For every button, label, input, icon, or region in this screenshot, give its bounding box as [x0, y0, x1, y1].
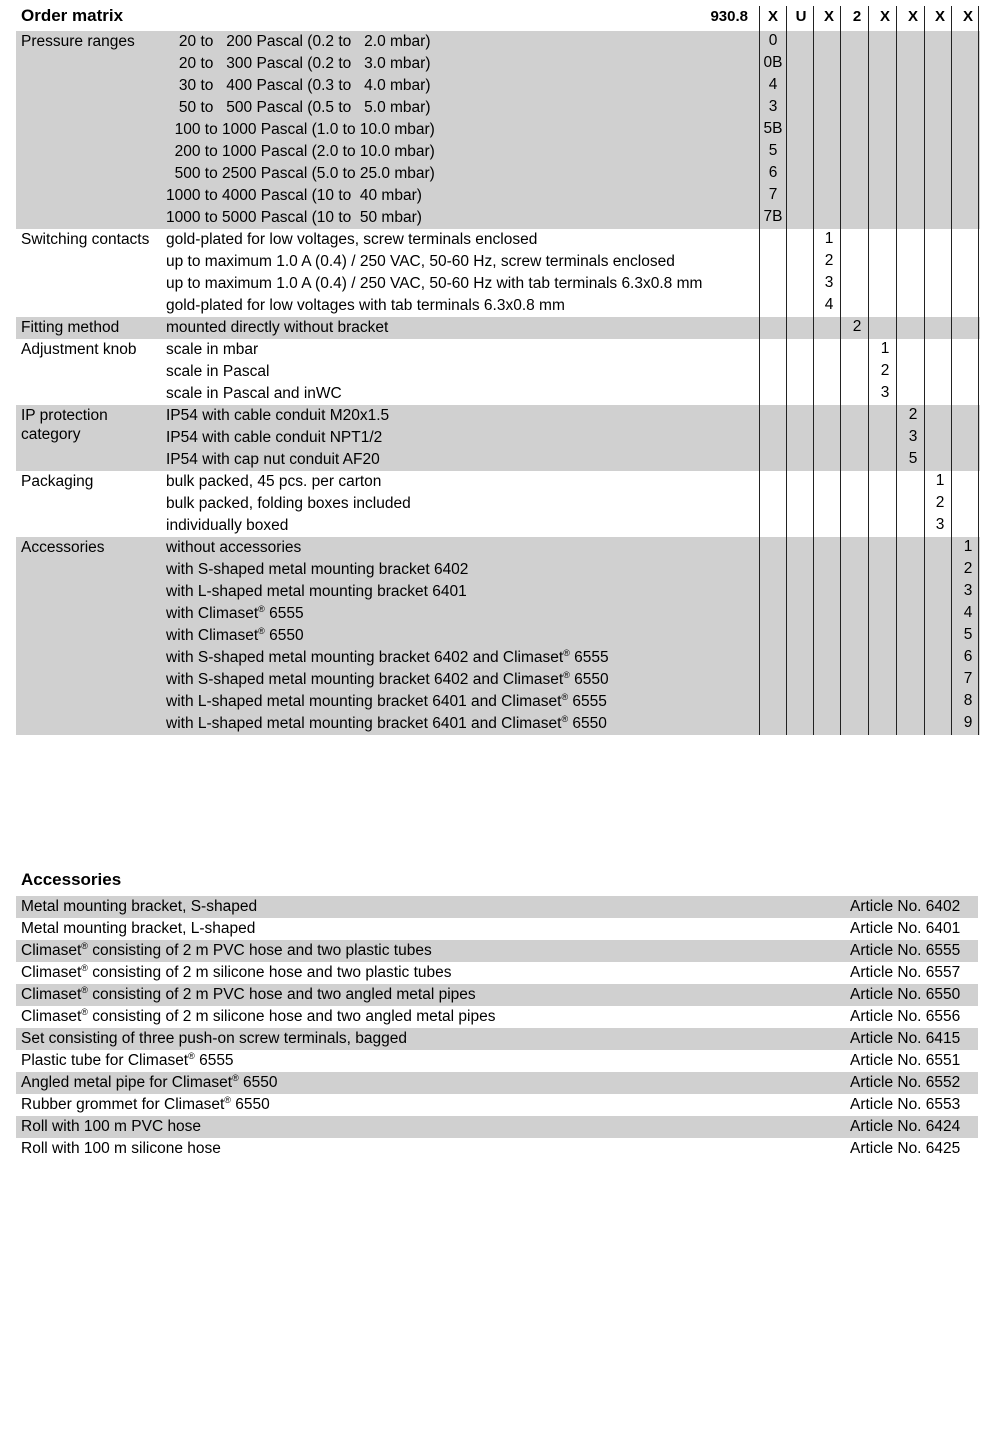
column-divider	[896, 6, 897, 735]
article-number: Article No. 6401	[850, 920, 961, 937]
option-code: 3	[963, 582, 973, 599]
accessory-row	[16, 962, 978, 984]
option-row	[16, 229, 980, 251]
article-number: Article No. 6556	[850, 1008, 961, 1025]
option-description: with S-shaped metal mounting bracket 6402	[166, 561, 469, 578]
option-row	[16, 251, 980, 273]
option-row	[16, 53, 980, 75]
option-row	[16, 383, 980, 405]
option-row	[16, 427, 980, 449]
article-number: Article No. 6424	[850, 1118, 961, 1135]
option-description: without accessories	[166, 539, 302, 556]
option-description: with Climaset® 6550	[166, 626, 304, 644]
accessory-name: Set consisting of three push-on screw terminals, bagged	[21, 1030, 407, 1047]
column-divider	[951, 6, 952, 735]
option-row	[16, 317, 980, 339]
accessory-row	[16, 1094, 978, 1116]
option-row	[16, 163, 980, 185]
code-position-3: X	[823, 8, 834, 25]
column-divider	[924, 6, 925, 735]
option-row	[16, 75, 980, 97]
option-group	[16, 405, 980, 471]
option-group-label: Fitting method	[21, 319, 120, 336]
option-description: 500 to 2500 Pascal (5.0 to 25.0 mbar)	[166, 165, 435, 182]
option-row	[16, 493, 980, 515]
option-description: 20 to 300 Pascal (0.2 to 3.0 mbar)	[166, 55, 431, 72]
accessory-row	[16, 940, 978, 962]
accessory-row	[16, 918, 978, 940]
accessory-name: Climaset® consisting of 2 m silicone hose and two angled metal pipes	[21, 1007, 496, 1025]
accessory-row	[16, 1006, 978, 1028]
accessory-row	[16, 1072, 978, 1094]
option-description: IP54 with cable conduit M20x1.5	[166, 407, 390, 424]
accessory-name: Climaset® consisting of 2 m silicone hose and two plastic tubes	[21, 963, 452, 981]
option-code: 3	[768, 98, 778, 115]
code-position-4: 2	[852, 8, 862, 25]
option-code: 1	[880, 340, 890, 357]
option-description: 200 to 1000 Pascal (2.0 to 10.0 mbar)	[166, 143, 435, 160]
accessory-name: Rubber grommet for Climaset® 6550	[21, 1095, 270, 1113]
option-code: 5	[768, 142, 778, 159]
option-row	[16, 339, 980, 361]
accessory-name: Angled metal pipe for Climaset® 6550	[21, 1073, 278, 1091]
option-code: 2	[908, 406, 918, 423]
option-code: 2	[824, 252, 834, 269]
option-description: with Climaset® 6555	[166, 604, 304, 622]
option-row	[16, 713, 980, 735]
option-description: with S-shaped metal mounting bracket 6402 and Climaset® 6555	[166, 648, 609, 666]
option-code: 2	[880, 362, 890, 379]
option-code: 3	[908, 428, 918, 445]
option-row	[16, 273, 980, 295]
option-row	[16, 515, 980, 537]
order-matrix-title: Order matrix	[21, 6, 124, 25]
option-row	[16, 405, 980, 427]
option-row	[16, 581, 980, 603]
accessories-title: Accessories	[21, 870, 122, 889]
accessory-row	[16, 1138, 978, 1160]
code-position-6: X	[907, 8, 918, 25]
option-row	[16, 691, 980, 713]
option-description: 50 to 500 Pascal (0.5 to 5.0 mbar)	[166, 99, 431, 116]
column-divider	[978, 6, 979, 735]
option-group-label: Switching contacts	[21, 231, 150, 248]
option-group	[16, 229, 980, 317]
option-group-label: Adjustment knob	[21, 341, 137, 358]
code-position-8: X	[962, 8, 973, 25]
article-number: Article No. 6425	[850, 1140, 961, 1157]
option-description: with L-shaped metal mounting bracket 6401 and Climaset® 6555	[166, 692, 607, 710]
option-description: with L-shaped metal mounting bracket 6401	[166, 583, 467, 600]
option-row	[16, 97, 980, 119]
option-code: 2	[852, 318, 862, 335]
code-position-2: U	[795, 8, 807, 25]
accessory-name: Roll with 100 m PVC hose	[21, 1118, 202, 1135]
option-code: 8	[963, 692, 973, 709]
option-description: 1000 to 5000 Pascal (10 to 50 mbar)	[166, 209, 422, 226]
option-code: 4	[768, 76, 778, 93]
option-code: 9	[963, 714, 973, 731]
option-code: 4	[963, 604, 973, 621]
option-row	[16, 185, 980, 207]
option-code: 3	[935, 516, 945, 533]
column-divider	[840, 6, 841, 735]
option-group	[16, 339, 980, 405]
option-row	[16, 625, 980, 647]
option-code: 3	[880, 384, 890, 401]
option-code: 4	[824, 296, 834, 313]
code-position-1: X	[767, 8, 778, 25]
option-row	[16, 537, 980, 559]
option-code: 6	[768, 164, 778, 181]
option-description: scale in Pascal and inWC	[166, 385, 342, 402]
option-code: 5	[908, 450, 918, 467]
option-row	[16, 603, 980, 625]
option-description: gold-plated for low voltages with tab terminals 6.3x0.8 mm	[166, 297, 565, 314]
option-description: 1000 to 4000 Pascal (10 to 40 mbar)	[166, 187, 422, 204]
option-row	[16, 669, 980, 691]
accessory-name: Metal mounting bracket, S-shaped	[21, 898, 258, 915]
option-code: 5B	[763, 120, 783, 137]
option-description: up to maximum 1.0 A (0.4) / 250 VAC, 50-60 Hz with tab terminals 6.3x0.8 mm	[166, 275, 703, 292]
article-number: Article No. 6551	[850, 1052, 961, 1069]
accessory-name: Metal mounting bracket, L-shaped	[21, 920, 256, 937]
option-description: IP54 with cap nut conduit AF20	[166, 451, 380, 468]
option-description: 30 to 400 Pascal (0.3 to 4.0 mbar)	[166, 77, 431, 94]
code-position-5: X	[879, 8, 890, 25]
model-number: 930.8	[710, 8, 748, 25]
option-code: 7	[963, 670, 973, 687]
option-code: 1	[935, 472, 945, 489]
option-description: scale in mbar	[166, 341, 259, 358]
option-code: 6	[963, 648, 973, 665]
accessory-row	[16, 896, 978, 918]
option-group	[16, 317, 980, 339]
option-description: bulk packed, 45 pcs. per carton	[166, 473, 382, 490]
accessory-name: Climaset® consisting of 2 m PVC hose and two plastic tubes	[21, 941, 432, 959]
option-code: 7B	[763, 208, 783, 225]
option-code: 1	[824, 230, 834, 247]
option-code: 7	[768, 186, 778, 203]
option-description: gold-plated for low voltages, screw terminals enclosed	[166, 231, 538, 248]
accessory-row	[16, 1028, 978, 1050]
option-row	[16, 119, 980, 141]
accessory-row	[16, 984, 978, 1006]
option-group-label: Accessories	[21, 539, 105, 556]
option-description: bulk packed, folding boxes included	[166, 495, 411, 512]
option-group-label: Packaging	[21, 473, 94, 490]
option-row	[16, 207, 980, 229]
option-description: individually boxed	[166, 517, 289, 534]
option-row	[16, 471, 980, 493]
column-divider	[786, 6, 787, 735]
article-number: Article No. 6553	[850, 1096, 961, 1113]
article-number: Article No. 6550	[850, 986, 961, 1003]
code-position-7: X	[934, 8, 945, 25]
option-group	[16, 537, 980, 735]
option-description: IP54 with cable conduit NPT1/2	[166, 429, 383, 446]
accessory-name: Climaset® consisting of 2 m PVC hose and two angled metal pipes	[21, 985, 476, 1003]
option-code: 2	[935, 494, 945, 511]
column-divider	[868, 6, 869, 735]
accessory-row	[16, 1116, 978, 1138]
option-row	[16, 647, 980, 669]
column-divider	[813, 6, 814, 735]
option-group	[16, 471, 980, 537]
option-description: 20 to 200 Pascal (0.2 to 2.0 mbar)	[166, 33, 431, 50]
option-description: up to maximum 1.0 A (0.4) / 250 VAC, 50-60 Hz, screw terminals enclosed	[166, 253, 675, 270]
option-row	[16, 559, 980, 581]
option-code: 0B	[763, 54, 783, 71]
option-description: scale in Pascal	[166, 363, 270, 380]
option-code: 2	[963, 560, 973, 577]
accessory-name: Roll with 100 m silicone hose	[21, 1140, 221, 1157]
option-code: 1	[963, 538, 973, 555]
option-code: 5	[963, 626, 973, 643]
option-description: with L-shaped metal mounting bracket 6401 and Climaset® 6550	[166, 714, 607, 732]
article-number: Article No. 6557	[850, 964, 961, 981]
option-code: 0	[768, 32, 778, 49]
article-number: Article No. 6552	[850, 1074, 961, 1091]
option-description: mounted directly without bracket	[166, 319, 389, 336]
option-row	[16, 31, 980, 53]
option-row	[16, 295, 980, 317]
option-group-label: Pressure ranges	[21, 33, 135, 50]
option-row	[16, 361, 980, 383]
option-group-label: IP protection category	[21, 407, 108, 443]
accessory-name: Plastic tube for Climaset® 6555	[21, 1051, 234, 1069]
accessory-row	[16, 1050, 978, 1072]
option-code: 3	[824, 274, 834, 291]
column-divider	[759, 6, 760, 735]
option-description: 100 to 1000 Pascal (1.0 to 10.0 mbar)	[166, 121, 435, 138]
option-group	[16, 31, 980, 229]
option-description: with S-shaped metal mounting bracket 6402 and Climaset® 6550	[166, 670, 609, 688]
article-number: Article No. 6555	[850, 942, 961, 959]
order-matrix-header	[16, 4, 980, 28]
article-number: Article No. 6402	[850, 898, 961, 915]
option-row	[16, 449, 980, 471]
option-row	[16, 141, 980, 163]
article-number: Article No. 6415	[850, 1030, 961, 1047]
